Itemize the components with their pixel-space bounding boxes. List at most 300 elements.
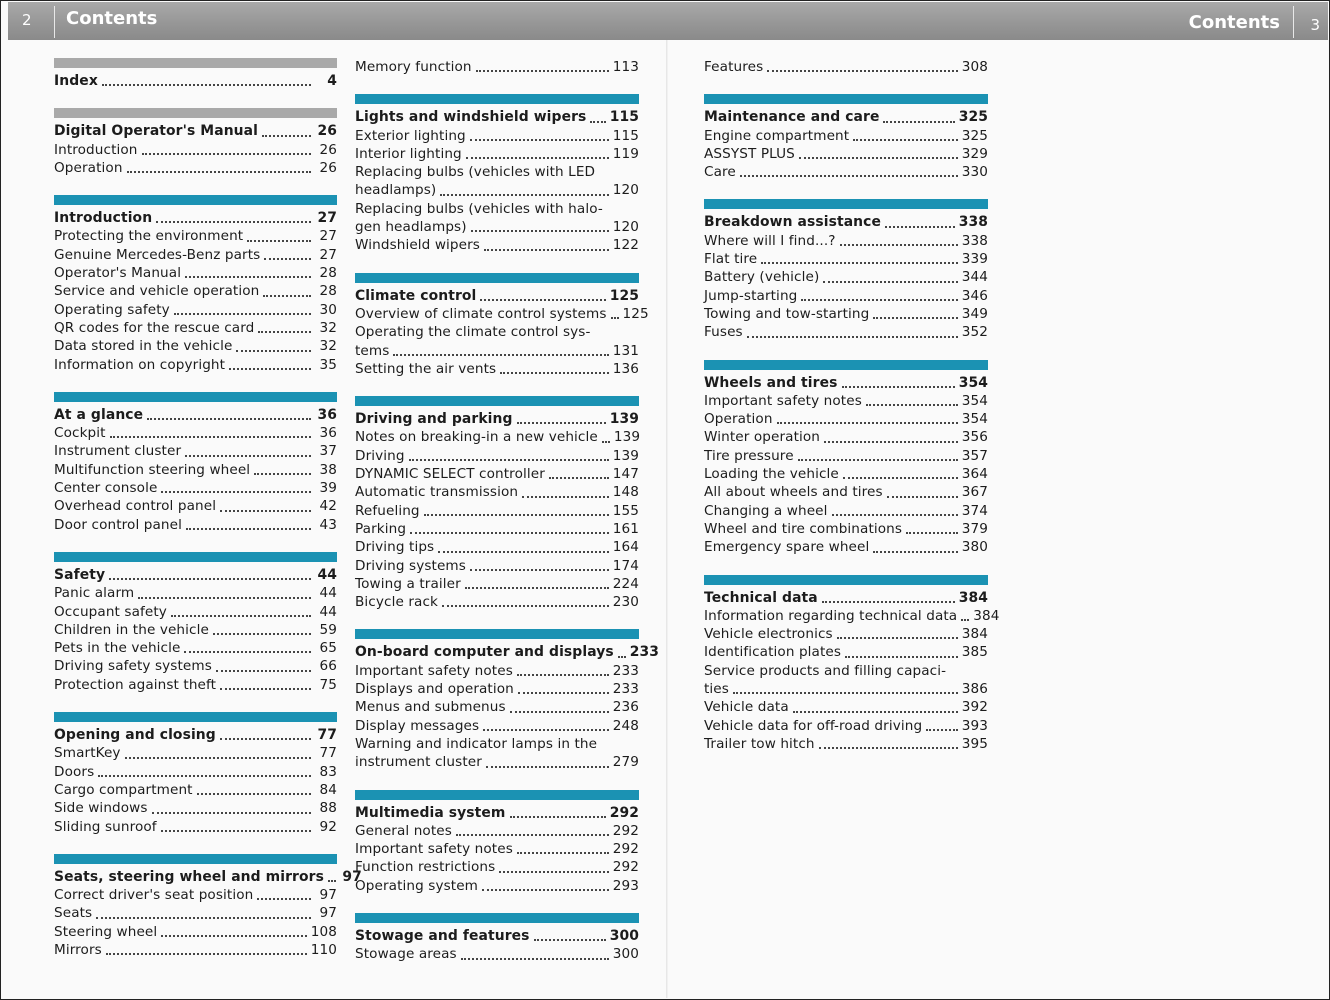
- toc-entry-title: Operation: [704, 411, 773, 428]
- toc-entry[interactable]: [704, 428, 988, 446]
- toc-heading[interactable]: [704, 589, 988, 607]
- toc-page-number: 26: [319, 141, 337, 158]
- dot-leader: [470, 138, 609, 141]
- section-bar: [54, 854, 337, 864]
- dot-leader: [517, 421, 606, 424]
- toc-entry[interactable]: [704, 447, 988, 465]
- toc-entry-title: Important safety notes: [704, 392, 862, 409]
- toc-entry-title: Safety: [54, 566, 106, 583]
- toc-page-number: 292: [609, 804, 639, 821]
- toc-entry-title: Care: [704, 164, 736, 181]
- toc-entry[interactable]: [54, 799, 337, 817]
- dot-leader: [840, 243, 958, 246]
- dot-leader: [510, 710, 609, 713]
- toc-entry[interactable]: [355, 840, 639, 858]
- toc-entry-title: Replacing bulbs (vehicles with LED: [355, 164, 596, 181]
- dot-leader: [438, 550, 609, 553]
- toc-entry[interactable]: [355, 945, 639, 963]
- toc-entry[interactable]: [355, 305, 649, 323]
- toc-entry[interactable]: [54, 923, 337, 941]
- toc-page-number: 354: [961, 392, 988, 409]
- toc-entry[interactable]: [54, 516, 337, 534]
- toc-entry-title: Occupant safety: [54, 603, 167, 620]
- toc-page-number: 344: [961, 269, 988, 286]
- toc-entry[interactable]: [704, 735, 988, 753]
- section-bar: [355, 629, 639, 639]
- toc-page-number: 325: [958, 109, 988, 126]
- toc-entry[interactable]: [355, 698, 639, 716]
- toc-entry[interactable]: [54, 657, 337, 675]
- toc-entry-title: Displays and operation: [355, 681, 514, 698]
- toc-entry[interactable]: [704, 662, 988, 699]
- toc-entry[interactable]: [355, 680, 639, 698]
- toc-heading[interactable]: [355, 410, 639, 428]
- right-page-title: Contents: [1188, 12, 1280, 33]
- toc-page-number: 39: [319, 480, 337, 497]
- toc-entry[interactable]: [54, 141, 337, 159]
- toc-entry[interactable]: [355, 360, 639, 378]
- toc-entry[interactable]: [704, 127, 988, 145]
- section-bar: [704, 199, 988, 209]
- toc-entry-title: Stowage and features: [355, 927, 530, 944]
- toc-heading[interactable]: [355, 108, 639, 126]
- toc-entry[interactable]: [355, 483, 639, 501]
- toc-entry[interactable]: [355, 465, 639, 483]
- dot-leader: [798, 458, 958, 461]
- toc-entry[interactable]: [355, 145, 639, 163]
- toc-entry[interactable]: [54, 781, 337, 799]
- toc-entry-title: Memory function: [355, 59, 472, 75]
- toc-entry[interactable]: [54, 282, 337, 300]
- toc-entry-title: Panic alarm: [54, 585, 135, 602]
- toc-section: [54, 854, 362, 959]
- toc-column-3: [704, 58, 1000, 753]
- toc-page-number: 136: [612, 360, 639, 377]
- toc-entry[interactable]: [355, 520, 639, 538]
- toc-page-number: 122: [612, 237, 639, 254]
- toc-page-number: 139: [613, 429, 641, 446]
- toc-entry-title: SmartKey: [54, 745, 121, 762]
- toc-page-number: 84: [319, 781, 337, 798]
- toc-entry-title: Operating safety: [54, 301, 170, 318]
- toc-entry[interactable]: [704, 232, 988, 250]
- toc-entry[interactable]: [54, 676, 337, 694]
- dot-leader: [236, 349, 311, 352]
- toc-page-number: 384: [958, 589, 988, 606]
- dot-leader: [461, 957, 609, 960]
- toc-page-number: 35: [319, 356, 337, 373]
- section-gap: [54, 177, 337, 195]
- toc-entry[interactable]: [704, 520, 988, 538]
- toc-page-number: 385: [961, 644, 988, 661]
- toc-entry-title: Fuses: [704, 324, 743, 341]
- toc-entry[interactable]: [54, 356, 337, 374]
- dot-leader: [127, 170, 311, 173]
- toc-entry[interactable]: [704, 502, 988, 520]
- toc-entry[interactable]: [355, 575, 639, 593]
- dot-leader: [106, 952, 307, 955]
- dot-leader: [185, 454, 311, 457]
- dot-leader: [254, 472, 311, 475]
- toc-entry[interactable]: [54, 461, 337, 479]
- dot-leader: [213, 632, 311, 635]
- dot-leader: [843, 476, 958, 479]
- section-bar: [54, 108, 337, 118]
- toc-entry[interactable]: [54, 886, 337, 904]
- toc-page-number: 97: [319, 905, 337, 922]
- dot-leader: [801, 298, 957, 301]
- toc-entry[interactable]: [704, 250, 988, 268]
- toc-page-number: 364: [961, 466, 988, 483]
- toc-entry[interactable]: [355, 200, 639, 237]
- toc-entry[interactable]: [355, 323, 639, 360]
- toc-heading[interactable]: [54, 726, 337, 744]
- toc-page-number: 224: [612, 575, 639, 592]
- toc-entry[interactable]: [355, 735, 639, 772]
- toc-page-number: 115: [609, 109, 639, 126]
- toc-page-number: 308: [961, 59, 988, 75]
- toc-entry[interactable]: [54, 744, 337, 762]
- dot-leader: [873, 550, 957, 553]
- toc-entry-title: Operating the climate control sys-: [355, 324, 591, 341]
- toc-entry[interactable]: [54, 319, 337, 337]
- dot-leader: [822, 600, 955, 603]
- dot-leader: [186, 527, 311, 530]
- toc-entry[interactable]: [54, 301, 337, 319]
- toc-entry[interactable]: [704, 323, 988, 341]
- toc-section: [54, 108, 337, 177]
- toc-entry[interactable]: [54, 621, 337, 639]
- dot-leader: [823, 280, 957, 283]
- toc-page-number: 97: [319, 887, 337, 904]
- dot-leader: [611, 316, 619, 319]
- toc-section: [355, 913, 639, 964]
- dot-leader: [229, 367, 311, 370]
- toc-entry-continuation: [355, 753, 639, 771]
- toc-entry[interactable]: [704, 698, 988, 716]
- toc-section: [704, 360, 988, 557]
- toc-page-number: 357: [961, 447, 988, 464]
- left-page-number: 2: [22, 11, 32, 29]
- toc-entry-title: Index: [54, 73, 98, 89]
- section-gap: [54, 90, 337, 108]
- toc-heading[interactable]: [355, 287, 639, 305]
- toc-page-number: 300: [612, 946, 639, 963]
- toc-page-number: 139: [609, 411, 639, 428]
- section-gap: [355, 895, 639, 913]
- toc-page-number: 32: [319, 338, 337, 355]
- toc-page-number: 233: [629, 644, 660, 661]
- right-page-number: 3: [1310, 16, 1320, 34]
- toc-page-number: 26: [319, 159, 337, 176]
- toc-page-number: 233: [612, 662, 639, 679]
- toc-page-number: 66: [319, 658, 337, 675]
- dot-leader: [138, 596, 311, 599]
- toc-page-number: 279: [612, 754, 639, 771]
- toc-entry[interactable]: [54, 337, 337, 355]
- toc-entry-title: Where will I find...?: [704, 232, 836, 249]
- toc-entry-title: Driving systems: [355, 557, 466, 574]
- toc-entry[interactable]: [355, 877, 639, 895]
- toc-entry-title: Interior lighting: [355, 145, 462, 162]
- toc-page-number: 92: [319, 818, 337, 835]
- toc-entry-title: Correct driver's seat position: [54, 887, 254, 904]
- toc-entry[interactable]: [704, 145, 988, 163]
- toc-entry[interactable]: [54, 497, 337, 515]
- toc-entry-continuation: [355, 342, 639, 360]
- toc-entry-title: Battery (vehicle): [704, 269, 820, 286]
- toc-entry[interactable]: [54, 941, 337, 959]
- toc-page-number: 293: [612, 877, 639, 894]
- toc-section: [54, 58, 337, 90]
- dot-leader: [793, 710, 958, 713]
- toc-entry[interactable]: [704, 392, 988, 410]
- toc-entry[interactable]: [704, 538, 988, 556]
- section-gap: [355, 772, 639, 790]
- toc-heading[interactable]: [704, 213, 988, 231]
- section-bar: [355, 913, 639, 923]
- toc-page-number: 147: [612, 466, 639, 483]
- toc-entry-title: Exterior lighting: [355, 127, 466, 144]
- toc-page-number: 354: [961, 411, 988, 428]
- dot-leader: [549, 476, 609, 479]
- dot-leader: [777, 421, 958, 424]
- toc-entry[interactable]: [355, 557, 639, 575]
- toc-heading[interactable]: [704, 108, 988, 126]
- dot-leader: [109, 577, 311, 580]
- toc-section: [355, 273, 649, 378]
- toc-heading[interactable]: [355, 804, 639, 822]
- toc-page-number: 125: [622, 305, 649, 322]
- toc-entry[interactable]: [355, 538, 639, 556]
- toc-heading[interactable]: [54, 868, 362, 886]
- toc-entry-title: Stowage areas: [355, 946, 457, 963]
- toc-page-number: 120: [612, 182, 639, 199]
- toc-entry-title: Changing a wheel: [704, 502, 828, 519]
- toc-entry-title: Sliding sunroof: [54, 818, 157, 835]
- dot-leader: [483, 728, 609, 731]
- toc-page-number: 30: [319, 301, 337, 318]
- toc-entry-title: Warning and indicator lamps in the: [355, 735, 598, 752]
- toc-page-number: 292: [612, 841, 639, 858]
- toc-page-number: 32: [319, 319, 337, 336]
- toc-page-number: 59: [319, 621, 337, 638]
- toc-entry-title: Lights and windshield wipers: [355, 109, 587, 126]
- dot-leader: [534, 938, 606, 941]
- toc-page-number: 338: [961, 232, 988, 249]
- toc-page-number: 384: [961, 626, 988, 643]
- toc-page-number: 120: [612, 219, 639, 236]
- dot-leader: [522, 495, 609, 498]
- toc-entry-title: Multifunction steering wheel: [54, 461, 251, 478]
- toc-entry-title: On-board computer and displays: [355, 644, 614, 661]
- toc-entry[interactable]: [355, 717, 639, 735]
- toc-page-number: 379: [961, 520, 988, 537]
- toc-heading[interactable]: [54, 406, 337, 424]
- toc-entry[interactable]: [355, 502, 639, 520]
- section-gap: [54, 694, 337, 712]
- toc-entry[interactable]: [54, 424, 337, 442]
- toc-entry-title: gen headlamps): [355, 219, 467, 236]
- toc-entry[interactable]: [355, 593, 639, 611]
- toc-entry[interactable]: [704, 717, 988, 735]
- dot-leader: [842, 385, 955, 388]
- toc-entry-title: Wheels and tires: [704, 374, 838, 391]
- toc-entry[interactable]: [355, 127, 639, 145]
- toc-heading[interactable]: [54, 566, 337, 584]
- toc-entry-title: Wheel and tire combinations: [704, 520, 903, 537]
- toc-heading[interactable]: [54, 209, 337, 227]
- toc-entry-title: Genuine Mercedes-Benz parts: [54, 246, 261, 263]
- toc-entry-title: Trailer tow hitch: [704, 735, 815, 752]
- toc-entry-title: Replacing bulbs (vehicles with halo-: [355, 200, 603, 217]
- section-gap: [704, 76, 988, 94]
- toc-entry[interactable]: [704, 625, 988, 643]
- toc-section: [355, 58, 639, 76]
- section-bar: [54, 392, 337, 402]
- toc-entry[interactable]: [54, 639, 337, 657]
- toc-section: [355, 790, 639, 895]
- dot-leader: [602, 440, 610, 443]
- section-bar: [54, 712, 337, 722]
- toc-entry[interactable]: [355, 662, 639, 680]
- toc-entry[interactable]: [355, 428, 639, 446]
- dot-leader: [247, 239, 311, 242]
- toc-entry-title: Protection against theft: [54, 676, 217, 693]
- section-gap: [704, 342, 988, 360]
- toc-entry[interactable]: [54, 763, 337, 781]
- toc-entry[interactable]: [704, 643, 988, 661]
- toc-page-number: 292: [612, 859, 639, 876]
- toc-page-number: 329: [961, 145, 988, 162]
- toc-page-number: 367: [961, 484, 988, 501]
- toc-page-number: 36: [319, 425, 337, 442]
- toc-page-number: 148: [612, 484, 639, 501]
- toc-entry[interactable]: [54, 246, 337, 264]
- toc-entry-title: Vehicle data for off-road driving: [704, 717, 923, 734]
- dot-leader: [887, 495, 958, 498]
- toc-entry[interactable]: [704, 483, 988, 501]
- toc-entry[interactable]: [355, 447, 639, 465]
- toc-entry[interactable]: [704, 410, 988, 428]
- section-gap: [704, 557, 988, 575]
- toc-entry[interactable]: [704, 305, 988, 323]
- toc-entry[interactable]: [54, 818, 337, 836]
- toc-page-number: 325: [961, 127, 988, 144]
- toc-heading[interactable]: [54, 72, 337, 90]
- toc-entry[interactable]: [704, 58, 988, 76]
- toc-entry[interactable]: [704, 268, 988, 286]
- dot-leader: [510, 815, 606, 818]
- dot-leader: [518, 691, 609, 694]
- toc-entry-title: Loading the vehicle: [704, 466, 839, 483]
- dot-leader: [761, 261, 958, 264]
- dot-leader: [747, 335, 958, 338]
- toc-entry[interactable]: [54, 227, 337, 245]
- toc-entry[interactable]: [54, 442, 337, 460]
- toc-section: [704, 199, 988, 341]
- toc-page-number: 248: [612, 717, 639, 734]
- toc-entry[interactable]: [704, 163, 988, 181]
- toc-entry-title: Instrument cluster: [54, 443, 182, 460]
- dot-leader: [98, 774, 311, 777]
- toc-entry[interactable]: [355, 163, 639, 200]
- toc-page-number: 393: [961, 717, 988, 734]
- toc-entry-title: Service products and filling capaci-: [704, 662, 947, 679]
- toc-entry[interactable]: [54, 603, 337, 621]
- toc-page-number: 75: [319, 676, 337, 693]
- toc-entry[interactable]: [704, 607, 1000, 625]
- toc-page-number: 119: [612, 145, 639, 162]
- toc-entry[interactable]: [54, 159, 337, 177]
- dot-leader: [197, 792, 311, 795]
- toc-entry-title: headlamps): [355, 182, 437, 199]
- toc-page-number: 43: [319, 516, 337, 533]
- toc-entry-title: Breakdown assistance: [704, 214, 882, 231]
- toc-entry-title: Driving tips: [355, 539, 435, 556]
- toc-heading[interactable]: [704, 374, 988, 392]
- header-divider: [1293, 6, 1294, 38]
- toc-heading[interactable]: [355, 927, 639, 945]
- toc-entry-title: Driving: [355, 447, 405, 464]
- toc-entry[interactable]: [355, 822, 639, 840]
- toc-entry-continuation: [704, 680, 988, 698]
- toc-page-number: 155: [612, 502, 639, 519]
- section-gap: [704, 181, 988, 199]
- toc-entry-title: At a glance: [54, 406, 144, 423]
- toc-page-number: 88: [319, 800, 337, 817]
- toc-page-number: 339: [961, 251, 988, 268]
- section-bar: [355, 396, 639, 406]
- toc-entry-title: Door control panel: [54, 516, 182, 533]
- toc-entry[interactable]: [54, 264, 337, 282]
- toc-entry[interactable]: [54, 904, 337, 922]
- toc-entry[interactable]: [704, 287, 988, 305]
- dot-leader: [393, 353, 608, 356]
- toc-entry-title: Mirrors: [54, 941, 102, 958]
- section-gap: [355, 611, 639, 629]
- toc-entry[interactable]: [355, 858, 639, 876]
- toc-entry-title: Flat tire: [704, 251, 758, 268]
- toc-heading[interactable]: [54, 122, 337, 140]
- toc-entry[interactable]: [54, 584, 337, 602]
- toc-entry[interactable]: [54, 479, 337, 497]
- toc-entry[interactable]: [355, 58, 639, 76]
- toc-page-number: 395: [961, 735, 988, 752]
- toc-page-number: 384: [973, 607, 1000, 624]
- toc-entry[interactable]: [704, 465, 988, 483]
- dot-leader: [161, 829, 311, 832]
- dot-leader: [142, 152, 311, 155]
- toc-page-number: 36: [317, 406, 337, 423]
- toc-entry-title: Towing and tow-starting: [704, 305, 870, 322]
- toc-entry[interactable]: [355, 236, 639, 254]
- toc-entry-continuation: [355, 218, 639, 236]
- toc-heading[interactable]: [355, 643, 660, 661]
- section-bar: [355, 94, 639, 104]
- toc-page-number: 108: [310, 923, 337, 940]
- toc-page-number: 236: [612, 699, 639, 716]
- dot-leader: [819, 746, 958, 749]
- toc-entry-title: instrument cluster: [355, 754, 482, 771]
- toc-page-number: 27: [317, 210, 337, 227]
- toc-section: [355, 94, 639, 254]
- toc-page-number: 77: [317, 727, 337, 744]
- toc-entry-title: Towing a trailer: [355, 575, 461, 592]
- dot-leader: [220, 509, 311, 512]
- toc-page-number: 28: [319, 265, 337, 282]
- dot-leader: [832, 513, 958, 516]
